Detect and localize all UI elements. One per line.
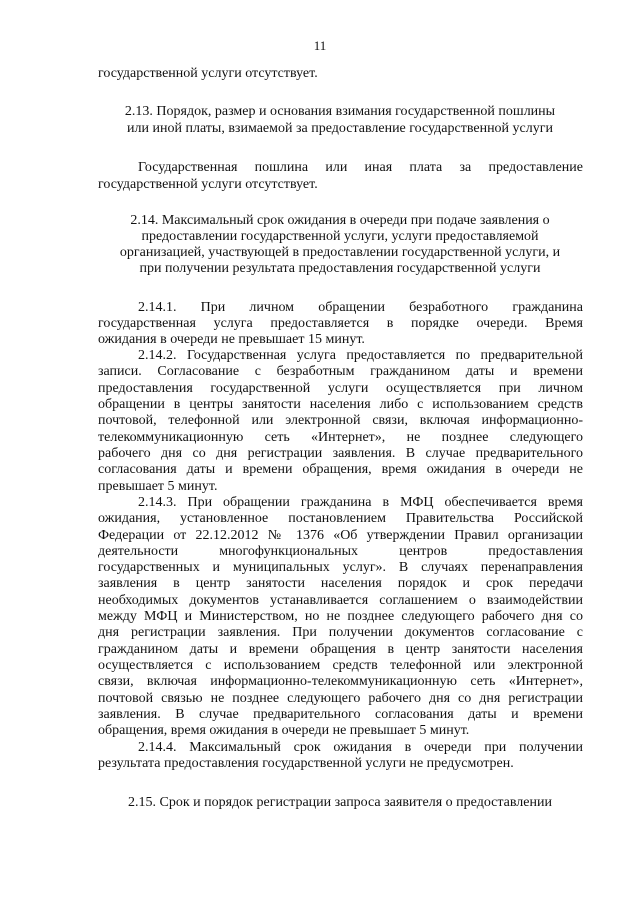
text-line: при получении результата предоставления государственной услуги [139,261,541,276]
text-line: 2.13. Порядок, размер и основания взимания государственной пошлины [124,104,556,119]
text-line: обращения, время ожидания в очереди не превышает 5 минут. [98,723,470,738]
text-line: государственной услуги отсутствует. [98,66,318,81]
text-line: государственной услуги отсутствует. [98,177,318,192]
text-line: предоставления государственной услуги осуществляется при личном [98,381,583,396]
text-line: государственная услуга предоставляется в порядке очереди. Время [98,316,583,331]
page-number: 11 [313,38,327,53]
text-line: Государственная пошлина или иная плата за предоставление [138,160,583,175]
text-line: деятельности многофункциональных центров предоставления [98,544,583,559]
text-line: связи, включая информационно-телекоммуникационную сеть «Интернет», [98,674,583,689]
text-line: 2.14. Максимальный срок ожидания в очереди при подаче заявления о [130,213,550,228]
text-line: 2.14.4. Максимальный срок ожидания в очереди при получении [138,740,583,755]
text-line: 2.15. Срок и порядок регистрации запроса заявителя о предоставлении [128,795,552,810]
text-line: необходимых документов устанавливается соглашением о взаимодействии [98,593,583,608]
text-line: превышает 5 минут. [98,479,218,494]
text-line: заявления. В случае предварительного согласования даты и времени [98,707,583,722]
text-line: телекоммуникационную сеть «Интернет», не позднее следующего [98,430,583,445]
text-line: предоставлении государственной услуги, услуги предоставляемой [141,229,539,244]
text-line: дня регистрации заявления. При получении документов согласование с [98,625,583,640]
text-line: заявления в центр занятости населения порядок и срок передачи [98,576,583,591]
text-line: результата предоставления государственной услуги не предусмотрен. [98,756,514,771]
text-line: ожидания, установленное постановлением Правительства Российской [98,511,583,526]
text-line: государственных и муниципальных услуг». В случаях перенаправления [98,560,583,575]
text-line: 2.14.1. При личном обращении безработного гражданина [138,300,583,315]
text-line: рабочего дня со дня регистрации заявления. В случае предварительного [98,446,583,461]
text-line: между МФЦ и Министерством, но не позднее следующего рабочего дня со [98,609,583,624]
text-line: согласования даты и времени обращения, время ожидания в очереди не [98,462,583,477]
text-line: Федерации от 22.12.2012 № 1376 «Об утверждении Правил организации [98,528,583,543]
text-line: или иной платы, взимаемой за предоставление государственной услуги [127,121,553,136]
text-line: почтовой, телефонной или электронной связи, включая информационно- [98,413,583,428]
text-line: почтовой связью не позднее следующего рабочего дня со дня регистрации [98,691,583,706]
text-line: осуществляется с использованием средств телефонной или электронной [98,658,583,673]
text-line: ожидания в очереди не превышает 15 минут. [98,332,365,347]
text-line: обращении в центры занятости населения либо с использованием средств [98,397,583,412]
text-line: записи. Согласование с безработным гражданином даты и времени [98,364,583,379]
text-line: 2.14.2. Государственная услуга предоставляется по предварительной [138,348,583,363]
text-line: гражданином даты и времени обращения в центр занятости населения [98,642,583,657]
text-line: 2.14.3. При обращении гражданина в МФЦ обеспечивается время [138,495,583,510]
text-line: организацией, участвующей в предоставлении государственной услуги, и [119,245,561,260]
